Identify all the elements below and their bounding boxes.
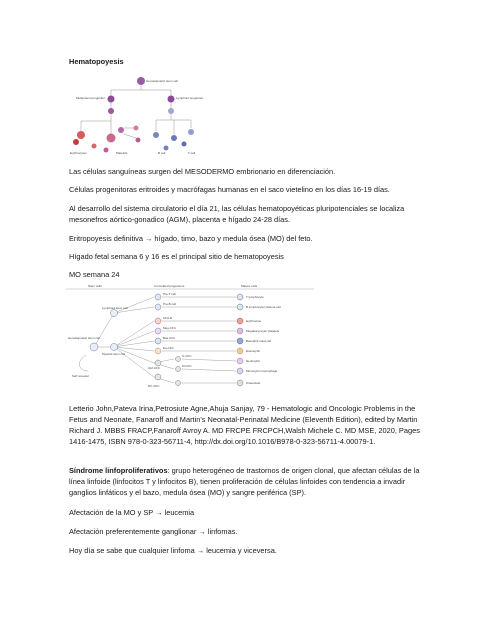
- svg-text:Pre-T cell: Pre-T cell: [163, 292, 176, 296]
- svg-text:Meg-CFC: Meg-CFC: [163, 326, 177, 330]
- paragraph-conversion: Hoy día se sabe que cualquier linfoma → leucemia y viceversa.: [69, 546, 277, 555]
- svg-text:Monocyte/ macrophage: Monocyte/ macrophage: [246, 369, 278, 373]
- svg-text:Neutrophil: Neutrophil: [246, 359, 260, 363]
- lineage-diagram-figure: [66, 283, 314, 395]
- svg-text:Myeloid stem cell: Myeloid stem cell: [102, 352, 126, 356]
- syndrome-term: Síndrome linfoproliferativos: [69, 466, 168, 475]
- svg-text:GM-CFC: GM-CFC: [148, 366, 160, 370]
- paragraph-fetal-liver: Hígado fetal semana 6 y 16 es el principal sitio de hematopoyesis: [69, 252, 284, 261]
- paragraph-syndrome: [69, 465, 429, 498]
- syndrome-definition: : grupo heterogéneo de trastornos de origen clonal, que afectan células de la línea linfoide (linfocitos T y linfocitos B), tienen proliferación de células linfoides con tendencia a invadir ganglios linfáticos y el bazo, medula ósea (MO) y sangre periférica (SP).: [69, 466, 420, 497]
- header-mature-cells: Mature cells: [241, 284, 258, 288]
- svg-text:M-CFC: M-CFC: [182, 364, 192, 368]
- paragraph-progenitors: Células progenitoras eritroides y macrófagas humanas en el saco vietelino en los días 16-19 días.: [69, 185, 390, 194]
- svg-text:Lymphoid stem cell: Lymphoid stem cell: [102, 306, 128, 310]
- svg-text:Bas-CFC: Bas-CFC: [163, 336, 176, 340]
- svg-text:Osteoclast: Osteoclast: [246, 381, 261, 385]
- svg-text:Pre-B cell: Pre-B cell: [163, 302, 177, 306]
- svg-text:T cell: T cell: [188, 151, 196, 155]
- svg-text:Eo-CFC: Eo-CFC: [163, 346, 174, 350]
- svg-text:Hematopoietic stem cell: Hematopoietic stem cell: [146, 79, 178, 83]
- document-title: Hematopoyesis: [69, 57, 124, 66]
- svg-text:Hematopoietic stem cell: Hematopoietic stem cell: [68, 336, 100, 340]
- svg-text:Lymphoid progenitor: Lymphoid progenitor: [176, 96, 204, 100]
- svg-text:T lymphocyte: T lymphocyte: [246, 295, 264, 299]
- svg-text:G-CFC: G-CFC: [182, 354, 192, 358]
- svg-text:CFU-E: CFU-E: [163, 316, 173, 320]
- header-stem-cells: Stem cells: [88, 284, 102, 288]
- paragraph-circulatory: Al desarrollo del sistema circulatorio el día 21, las células hematopoyéticas pluripotenciales se localiza mesonefros aórtico-gonadico (AGM), placenta e hígado 24-28 días.: [69, 204, 405, 224]
- svg-text:Megakaryocyte/ platelets: Megakaryocyte/ platelets: [246, 329, 280, 333]
- svg-text:Eosinophil: Eosinophil: [246, 349, 260, 353]
- paragraph-erythropoiesis: Eritropoyesis definitiva → hígado, timo, bazo y medula ósea (MO) del feto.: [69, 234, 313, 243]
- paragraph-lymphoma: Afectación preferentemente ganglionar → linfomas.: [69, 527, 238, 536]
- reference-citation: Letterio John,Pateva Irina,Petrosiute Agne,Ahuja Sanjay, 79 - Hematologic and Oncologic Problems in the Fetus and Neonate, Fanaroff and Martin's Neonatal-Perinatal Medicine (Eleventh Edition), edited by Martin Richard J. MBBS FRACP,Fanaroff Avroy A. MD FRCPE FRCPCH,Walsh Michele C. MD MSE, 2020, Pages 1416-1475, ISBN 978-0-323-56711-4, http://dx.doi.org/10.1016/B978-0-323-56711-4.00079-1.: [69, 404, 420, 446]
- svg-text:Erythrocyte: Erythrocyte: [246, 319, 262, 323]
- paragraph-leukemia: Afectación de la MO y SP → leucemia: [69, 508, 195, 517]
- paragraph-bone-marrow-week: MO semana 24: [69, 270, 120, 279]
- hematopoiesis-tree-figure: [66, 76, 216, 158]
- paragraph-origin: Las células sanguíneas surgen del MESODERMO embrionario en diferenciación.: [69, 167, 336, 176]
- svg-text:Self renewal: Self renewal: [72, 374, 89, 378]
- svg-text:Platelets: Platelets: [116, 151, 128, 155]
- svg-text:Erythrocytes: Erythrocytes: [70, 151, 87, 155]
- svg-text:Multipotent progenitor: Multipotent progenitor: [76, 96, 106, 100]
- header-committed-progenitors: Committed progenitors: [154, 284, 185, 288]
- svg-text:B lymphocyte/ plasma cell: B lymphocyte/ plasma cell: [246, 305, 281, 309]
- svg-text:B cell: B cell: [158, 151, 166, 155]
- svg-text:DC-CFC: DC-CFC: [148, 384, 160, 388]
- svg-text:Basophil/ mast cell: Basophil/ mast cell: [246, 339, 272, 343]
